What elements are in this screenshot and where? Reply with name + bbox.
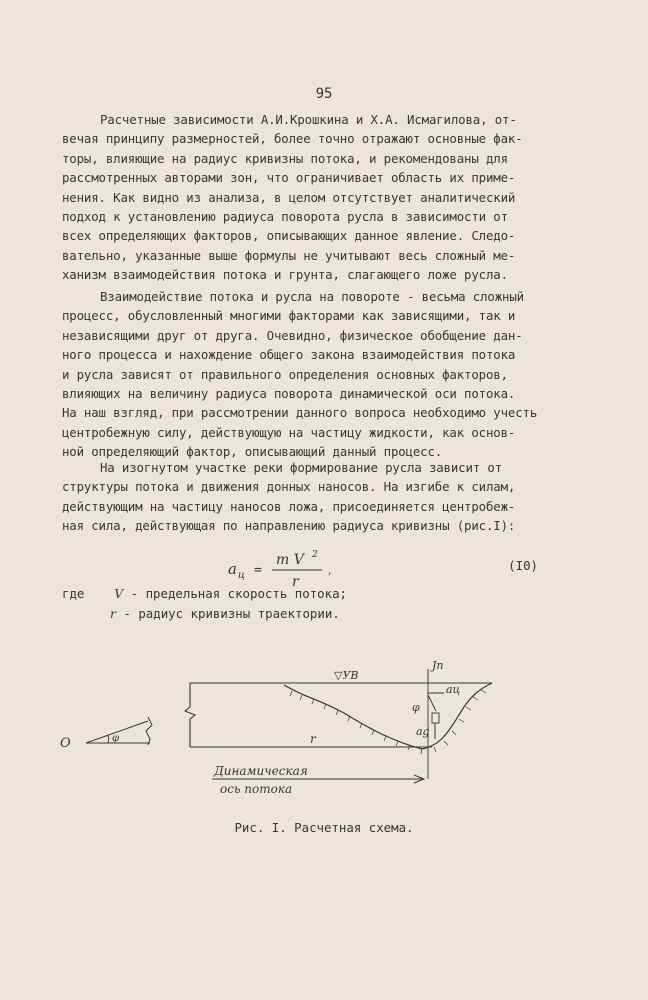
resultant-vector (428, 695, 436, 711)
formula-exponent: 2 (312, 550, 318, 560)
centrifugal-label: aц (446, 683, 461, 696)
text-line: действующим на частицу наносов ложа, присоединяется центробеж- (62, 498, 516, 514)
formula-lhs: a (228, 560, 237, 578)
formula-lhs-subscript: ц (238, 570, 245, 581)
slope-label: Jn (432, 659, 444, 672)
where-def-r: - радиус кривизны траектории. (123, 606, 340, 621)
bed-hatching (290, 690, 486, 754)
phi-label: φ (412, 701, 420, 714)
equation-number: (I0) (508, 558, 538, 573)
text-line: влияющих на величину радиуса поворота динамической оси потока. (62, 386, 516, 402)
angle-arc (107, 735, 109, 743)
paragraph-1 (62, 110, 582, 285)
text-line: рассмотренных авторами зон, что ограничивает область их приме- (62, 170, 516, 186)
text-line: подход к установлению радиуса поворота русла в зависимости от (62, 209, 508, 225)
particle (432, 713, 439, 723)
design-scheme-figure (52, 655, 502, 805)
where-def-v: - предельная скорость потока; (130, 586, 347, 601)
radius-label: r (310, 732, 316, 746)
where-line-1 (62, 584, 347, 604)
where-symbol-r: r (110, 606, 116, 621)
text-line: и русла зависят от правильного определения основных факторов, (62, 366, 508, 382)
text-line: торы, влияющие на радиус кривизны потока, и рекомендованы для (62, 150, 508, 166)
text-line: На изогнутом участке реки формирование русла зависит от (100, 460, 503, 475)
where-block (62, 584, 347, 624)
axis-label-line2: ось потока (220, 782, 293, 796)
figure-caption: Рис. I. Расчетная схема. (234, 820, 414, 835)
where-word: где (62, 586, 85, 601)
text-line: ного процесса и нахождение общего закона взаимодействия потока (62, 347, 516, 363)
left-boundary-break (185, 683, 195, 747)
text-line: Расчетные зависимости А.И.Крошкина и Х.А. Исмагилова, от- (100, 112, 517, 127)
page-number: 95 (315, 86, 333, 102)
angle-label: φ (112, 733, 120, 744)
gravity-label: ag (416, 725, 430, 738)
text-line: Взаимодействие потока и русла на повороте - весьма сложный (100, 289, 524, 304)
text-line: вательно, указанные выше формулы не учитывают весь сложный ме- (62, 247, 516, 263)
text-line: ханизм взаимодействия потока и грунта, слагающего ложе русла. (62, 267, 508, 283)
text-line: ная сила, действующая по направлению радиуса кривизны (рис.I): (62, 518, 516, 534)
paragraph-2 (62, 287, 582, 462)
formula-comma: , (328, 564, 332, 577)
text-line: независящими друг от друга. Очевидно, физическое обобщение дан- (62, 327, 523, 343)
formula-numerator: m V (276, 552, 304, 568)
text-line: центробежную силу, действующую на частицу жидкости, как основ- (62, 424, 516, 440)
text-line: процесс, обусловленный многими факторами как зависящими, так и (62, 308, 516, 324)
axis-label-line1: Динамическая (214, 764, 308, 778)
text-line: структуры потока и движения донных наносов. На изгибе к силам, (62, 479, 516, 495)
where-line-2 (62, 604, 347, 624)
text-line: ной определяющий фактор, описывающий данный процесс. (62, 444, 443, 460)
formula-denominator: r (292, 574, 299, 590)
formula-equals: = (254, 563, 262, 578)
text-line: всех определяющих факторов, описывающих данное явление. Следо- (62, 228, 516, 244)
text-line: вечая принципу размерностей, более точно отражают основные фак- (62, 131, 523, 147)
water-level-label: ▽УВ (334, 669, 359, 682)
where-symbol-v: V (114, 586, 124, 601)
origin-label: O (60, 736, 71, 751)
paragraph-3 (62, 458, 582, 536)
text-line: На наш взгляд, при рассмотрении данного вопроса необходимо учесть (62, 405, 538, 421)
text-line: нения. Как видно из анализа, в целом отсутствует аналитический (62, 189, 516, 205)
